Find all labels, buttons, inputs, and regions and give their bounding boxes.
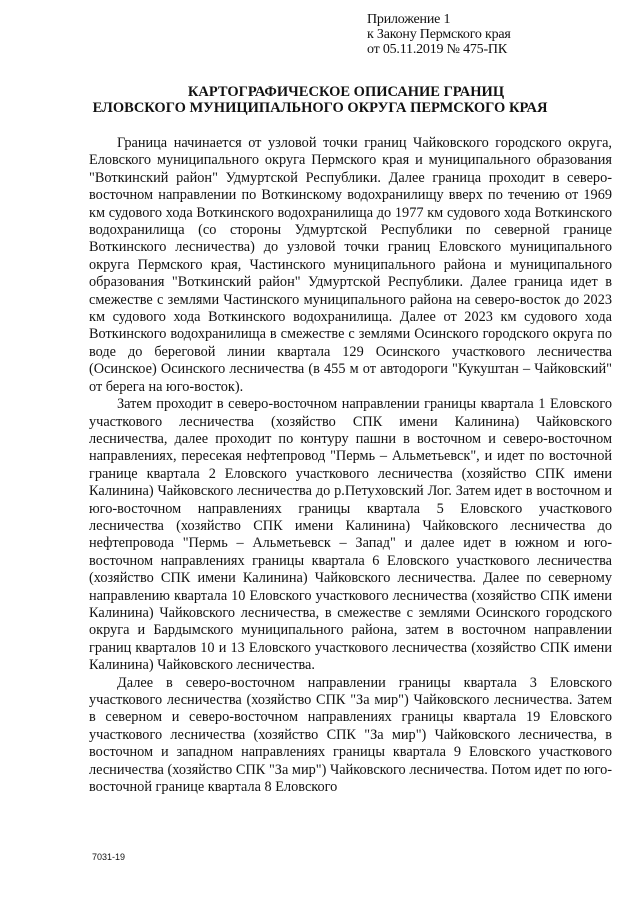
footer-document-code: 7031-19 xyxy=(92,852,126,862)
body-paragraph: Граница начинается от узловой точки границ Чайковского городского округа, Еловского муниципального округа Пермского края и муниципального образования "Воткинский район" Удмуртской Республики. Далее граница проходит в северо-восточном направлении по Воткинскому водохранилищу вверх по течению от 1969 км судового хода Воткинского водохранилища до 1977 км судового хода Воткинского водохранилища (со стороны Удмуртской Республики по северной границе Воткинского лесничества) до узловой точки границ Еловского муниципального округа Пермского края, Частинского муниципального района и муниципального образования "Воткинский район" Удмуртской Республики. Далее граница идет в смежестве с землями Частинского муниципального района на северо-восток до 2023 км судового хода Воткинского водохранилища. Далее от 2023 км судового хода Воткинского водохранилища в смежестве с землями Осинского городского округа по воде до береговой линии квартала 129 Осинского участкового лесничества (Осинское) Осинского лесничества (в 455 м от автодороги "Кукуштан – Чайковский" от берега на юго-восток). xyxy=(89,135,612,395)
document-title xyxy=(0,84,640,116)
appendix-number: Приложение 1 xyxy=(367,12,451,27)
appendix-date-number: от 05.11.2019 № 475-ПК xyxy=(367,42,507,57)
title-line-1: КАРТОГРАФИЧЕСКОЕ ОПИСАНИЕ ГРАНИЦ xyxy=(187,84,505,100)
body-paragraph: Далее в северо-восточном направлении границы квартала 3 Еловского участкового лесничества (хозяйство СПК "За мир") Чайковского лесничества. Затем в северном и северо-восточном направлениях границы квартала 19 Еловского участкового лесничества (хозяйство СПК "За мир") Чайковского лесничества, в восточном и западном направлениях границы квартала 9 Еловского участкового лесничества (хозяйство СПК "За мир") Чайковского лесничества. Потом идет по юго-восточной границе квартала 8 Еловского xyxy=(89,674,612,796)
appendix-law-reference: к Закону Пермского края xyxy=(367,27,511,42)
title-line-2: ЕЛОВСКОГО МУНИЦИПАЛЬНОГО ОКРУГА ПЕРМСКОГО КРАЯ xyxy=(92,100,548,116)
appendix-header xyxy=(367,12,511,57)
document-body xyxy=(89,135,612,796)
body-paragraph: Затем проходит в северо-восточном направлении границы квартала 1 Еловского участкового лесничества (хозяйство СПК имени Калинина) Чайковского лесничества, далее проходит по контуру пашни в восточном и северо-восточном направлениях, пересекая нефтепровод "Пермь – Альметьевск", и идет по восточной границе квартала 2 Еловского участкового лесничества (хозяйство СПК имени Калинина) Чайковского лесничества до р.Петуховский Лог. Затем идет в восточном и юго-восточном направлениях границы квартала 5 Еловского участкового лесничества (хозяйство СПК имени Калинина) Чайковского лесничества до нефтепровода "Пермь – Альметьевск – Запад" и далее идет в южном и юго-восточном направлениях границы квартала 6 Еловского участкового лесничества (хозяйство СПК имени Калинина) Чайковского лесничества. Далее по северному направлению квартала 10 Еловского участкового лесничества (хозяйство СПК имени Калинина) Чайковского лесничества, в смежестве с землями Осинского городского округа и Бардымского муниципального района, затем в восточном направлении границ кварталов 10 и 13 Еловского участкового лесничества (хозяйство СПК имени Калинина) Чайковского лесничества. xyxy=(89,396,612,674)
